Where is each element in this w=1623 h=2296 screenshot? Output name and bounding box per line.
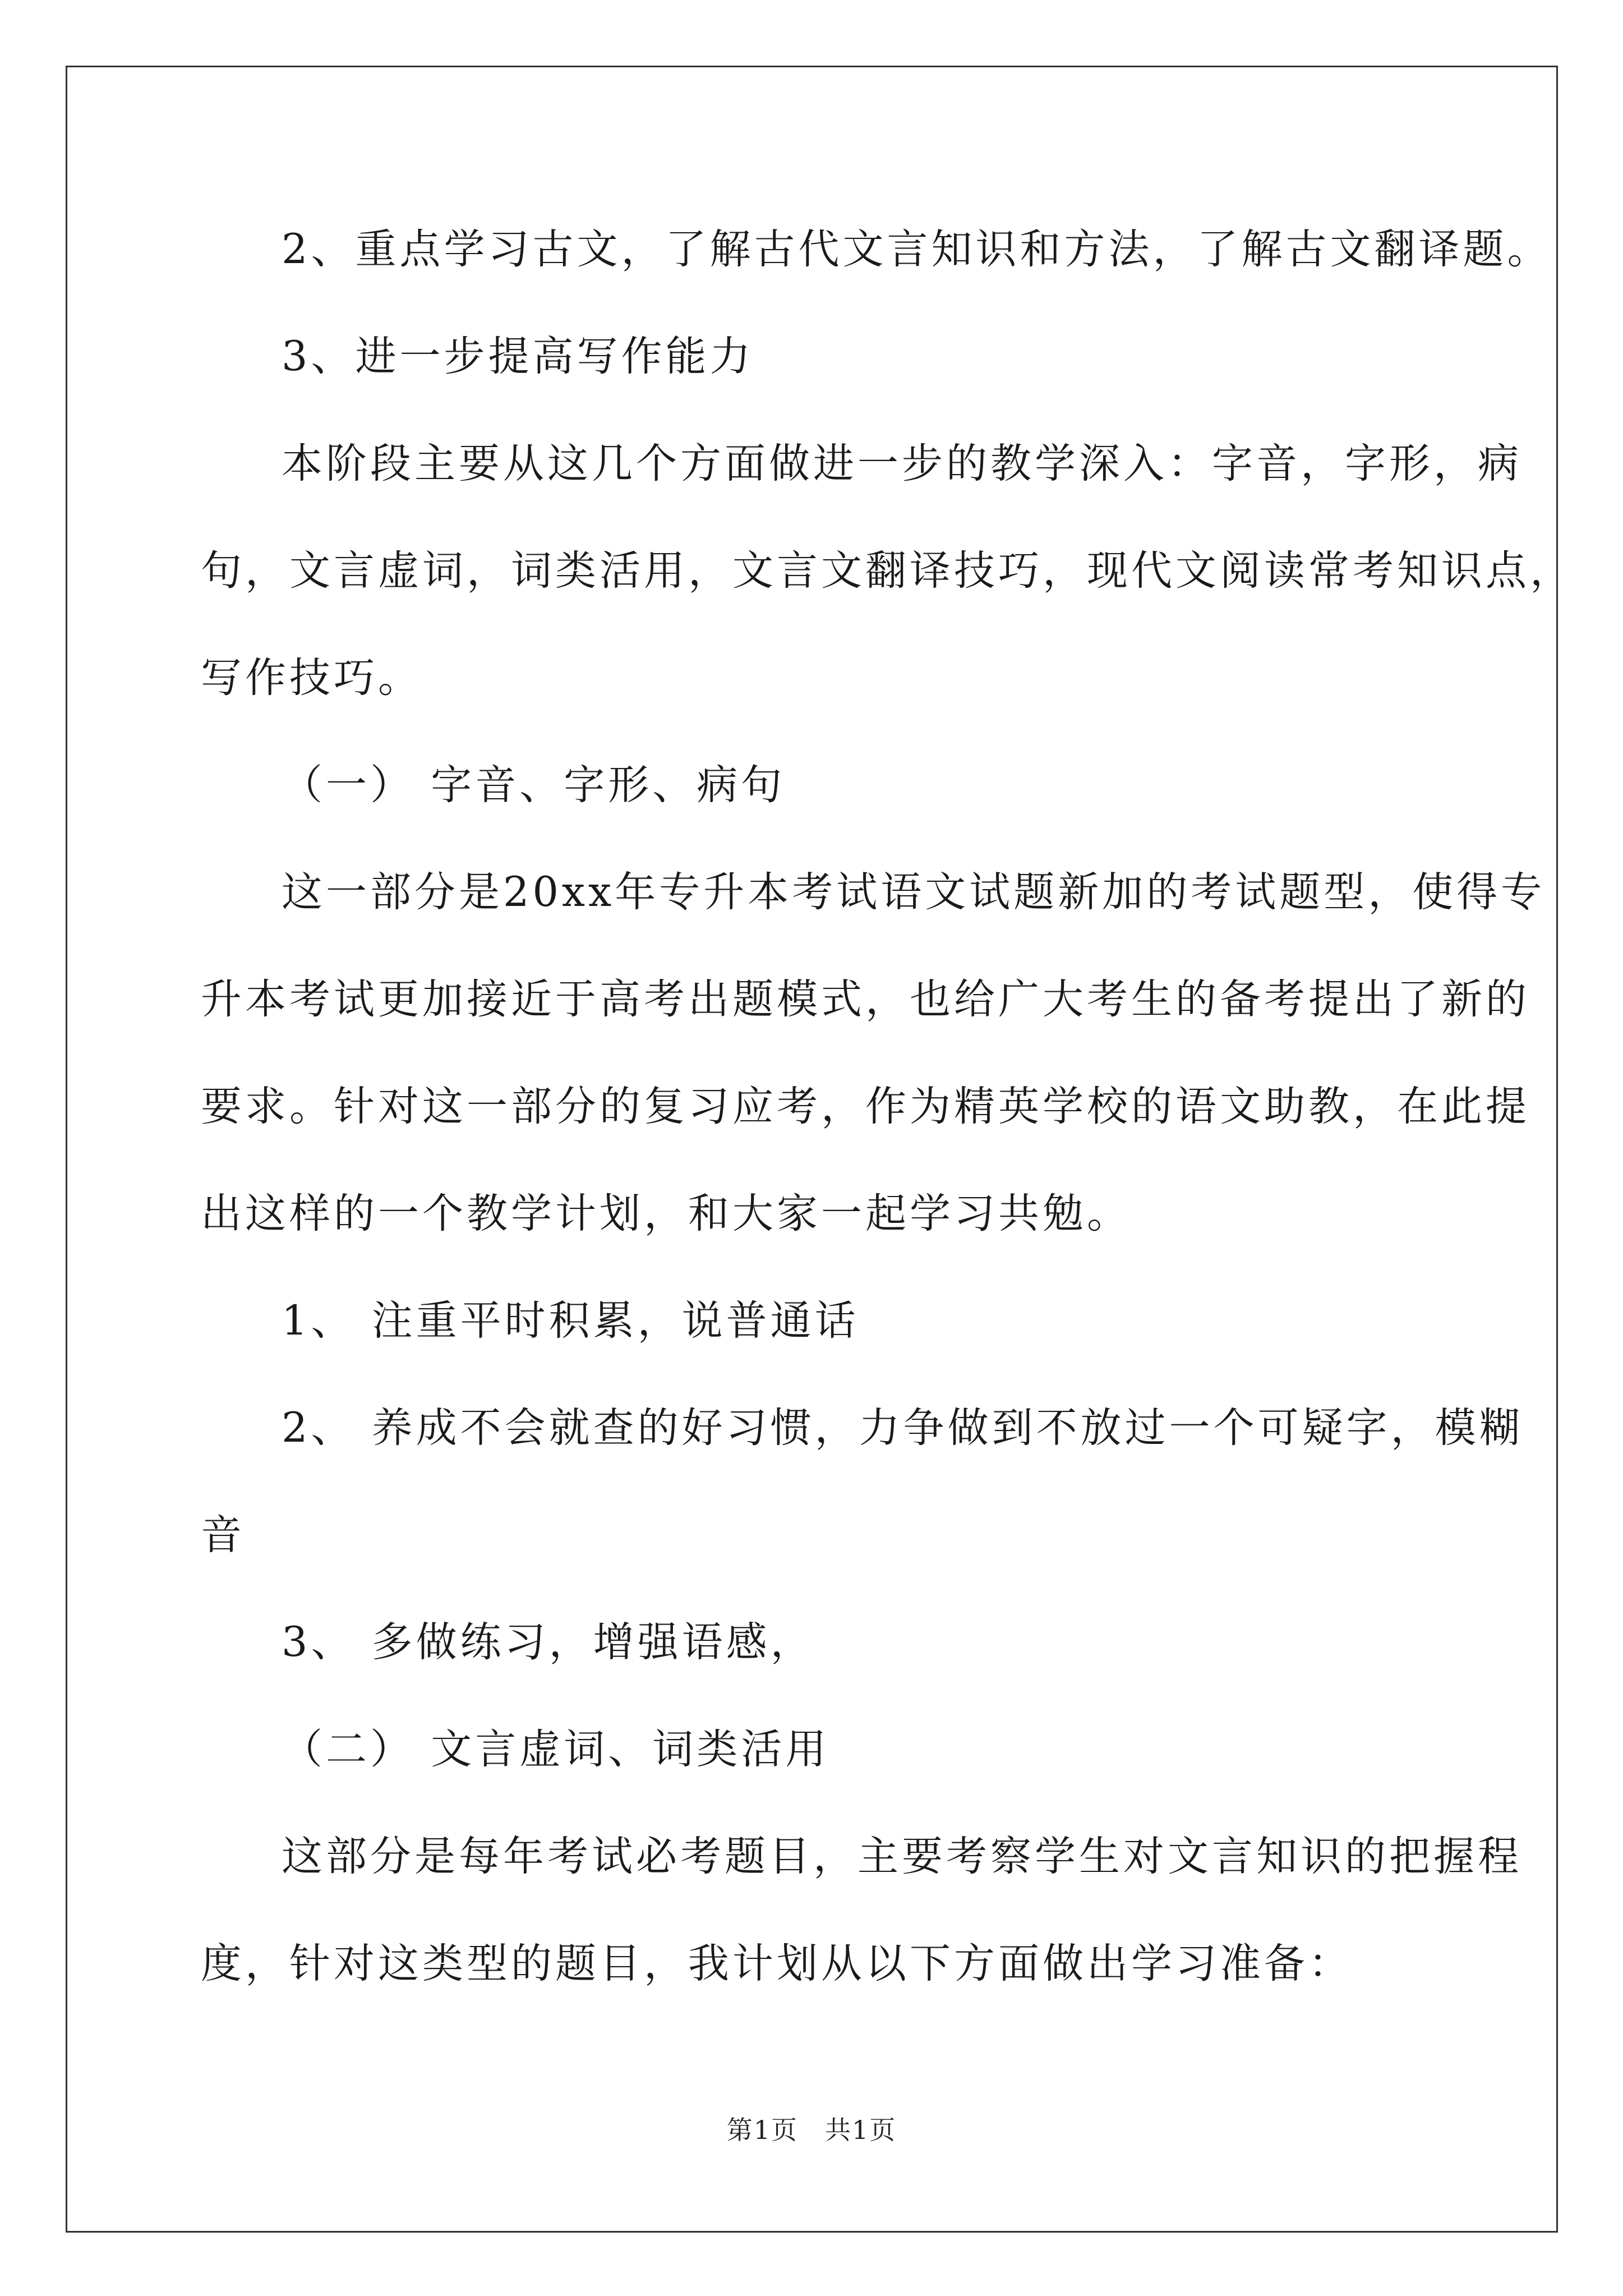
section-heading-2: （二） 文言虚词、词类活用 xyxy=(282,1726,830,1773)
text-line-10: 出这样的一个教学计划，和大家一起学习共勉。 xyxy=(201,1190,1131,1237)
text-line-9: 要求。针对这一部分的复习应考，作为精英学校的语文助教，在此提 xyxy=(201,1083,1530,1130)
page-border xyxy=(66,66,1558,2233)
text-line-8: 升本考试更加接近于高考出题模式，也给广大考生的备考提出了新的 xyxy=(201,976,1530,1023)
text-line-17: 度，针对这类型的题目，我计划从以下方面做出学习准备： xyxy=(201,1940,1353,1987)
text-line-3: 本阶段主要从这几个方面做进一步的教学深入：字音，字形，病 xyxy=(282,440,1522,487)
text-line-1: 2、重点学习古文，了解古代文言知识和方法，了解古文翻译题。 xyxy=(282,226,1552,273)
text-line-2: 3、进一步提高写作能力 xyxy=(282,333,754,380)
list-item-2: 2、 养成不会就查的好习惯，力争做到不放过一个可疑字，模糊 xyxy=(282,1404,1524,1452)
text-line-7: 这一部分是20xx年专升本考试语文试题新加的考试题型，使得专 xyxy=(282,868,1546,916)
list-item-2-continued: 音 xyxy=(201,1511,245,1559)
text-line-16: 这部分是每年考试必考题目，主要考察学生对文言知识的把握程 xyxy=(282,1833,1522,1880)
text-line-4: 句，文言虚词，词类活用，文言文翻译技巧，现代文阅读常考知识点， xyxy=(201,547,1574,595)
list-item-3: 3、 多做练习，增强语感， xyxy=(282,1618,815,1666)
page-number-footer: 第1页 共1页 xyxy=(726,2115,897,2145)
list-item-1: 1、 注重平时积累，说普通话 xyxy=(282,1297,859,1345)
section-heading-1: （一） 字音、字形、病句 xyxy=(282,761,786,809)
text-line-5: 写作技巧。 xyxy=(201,654,422,702)
